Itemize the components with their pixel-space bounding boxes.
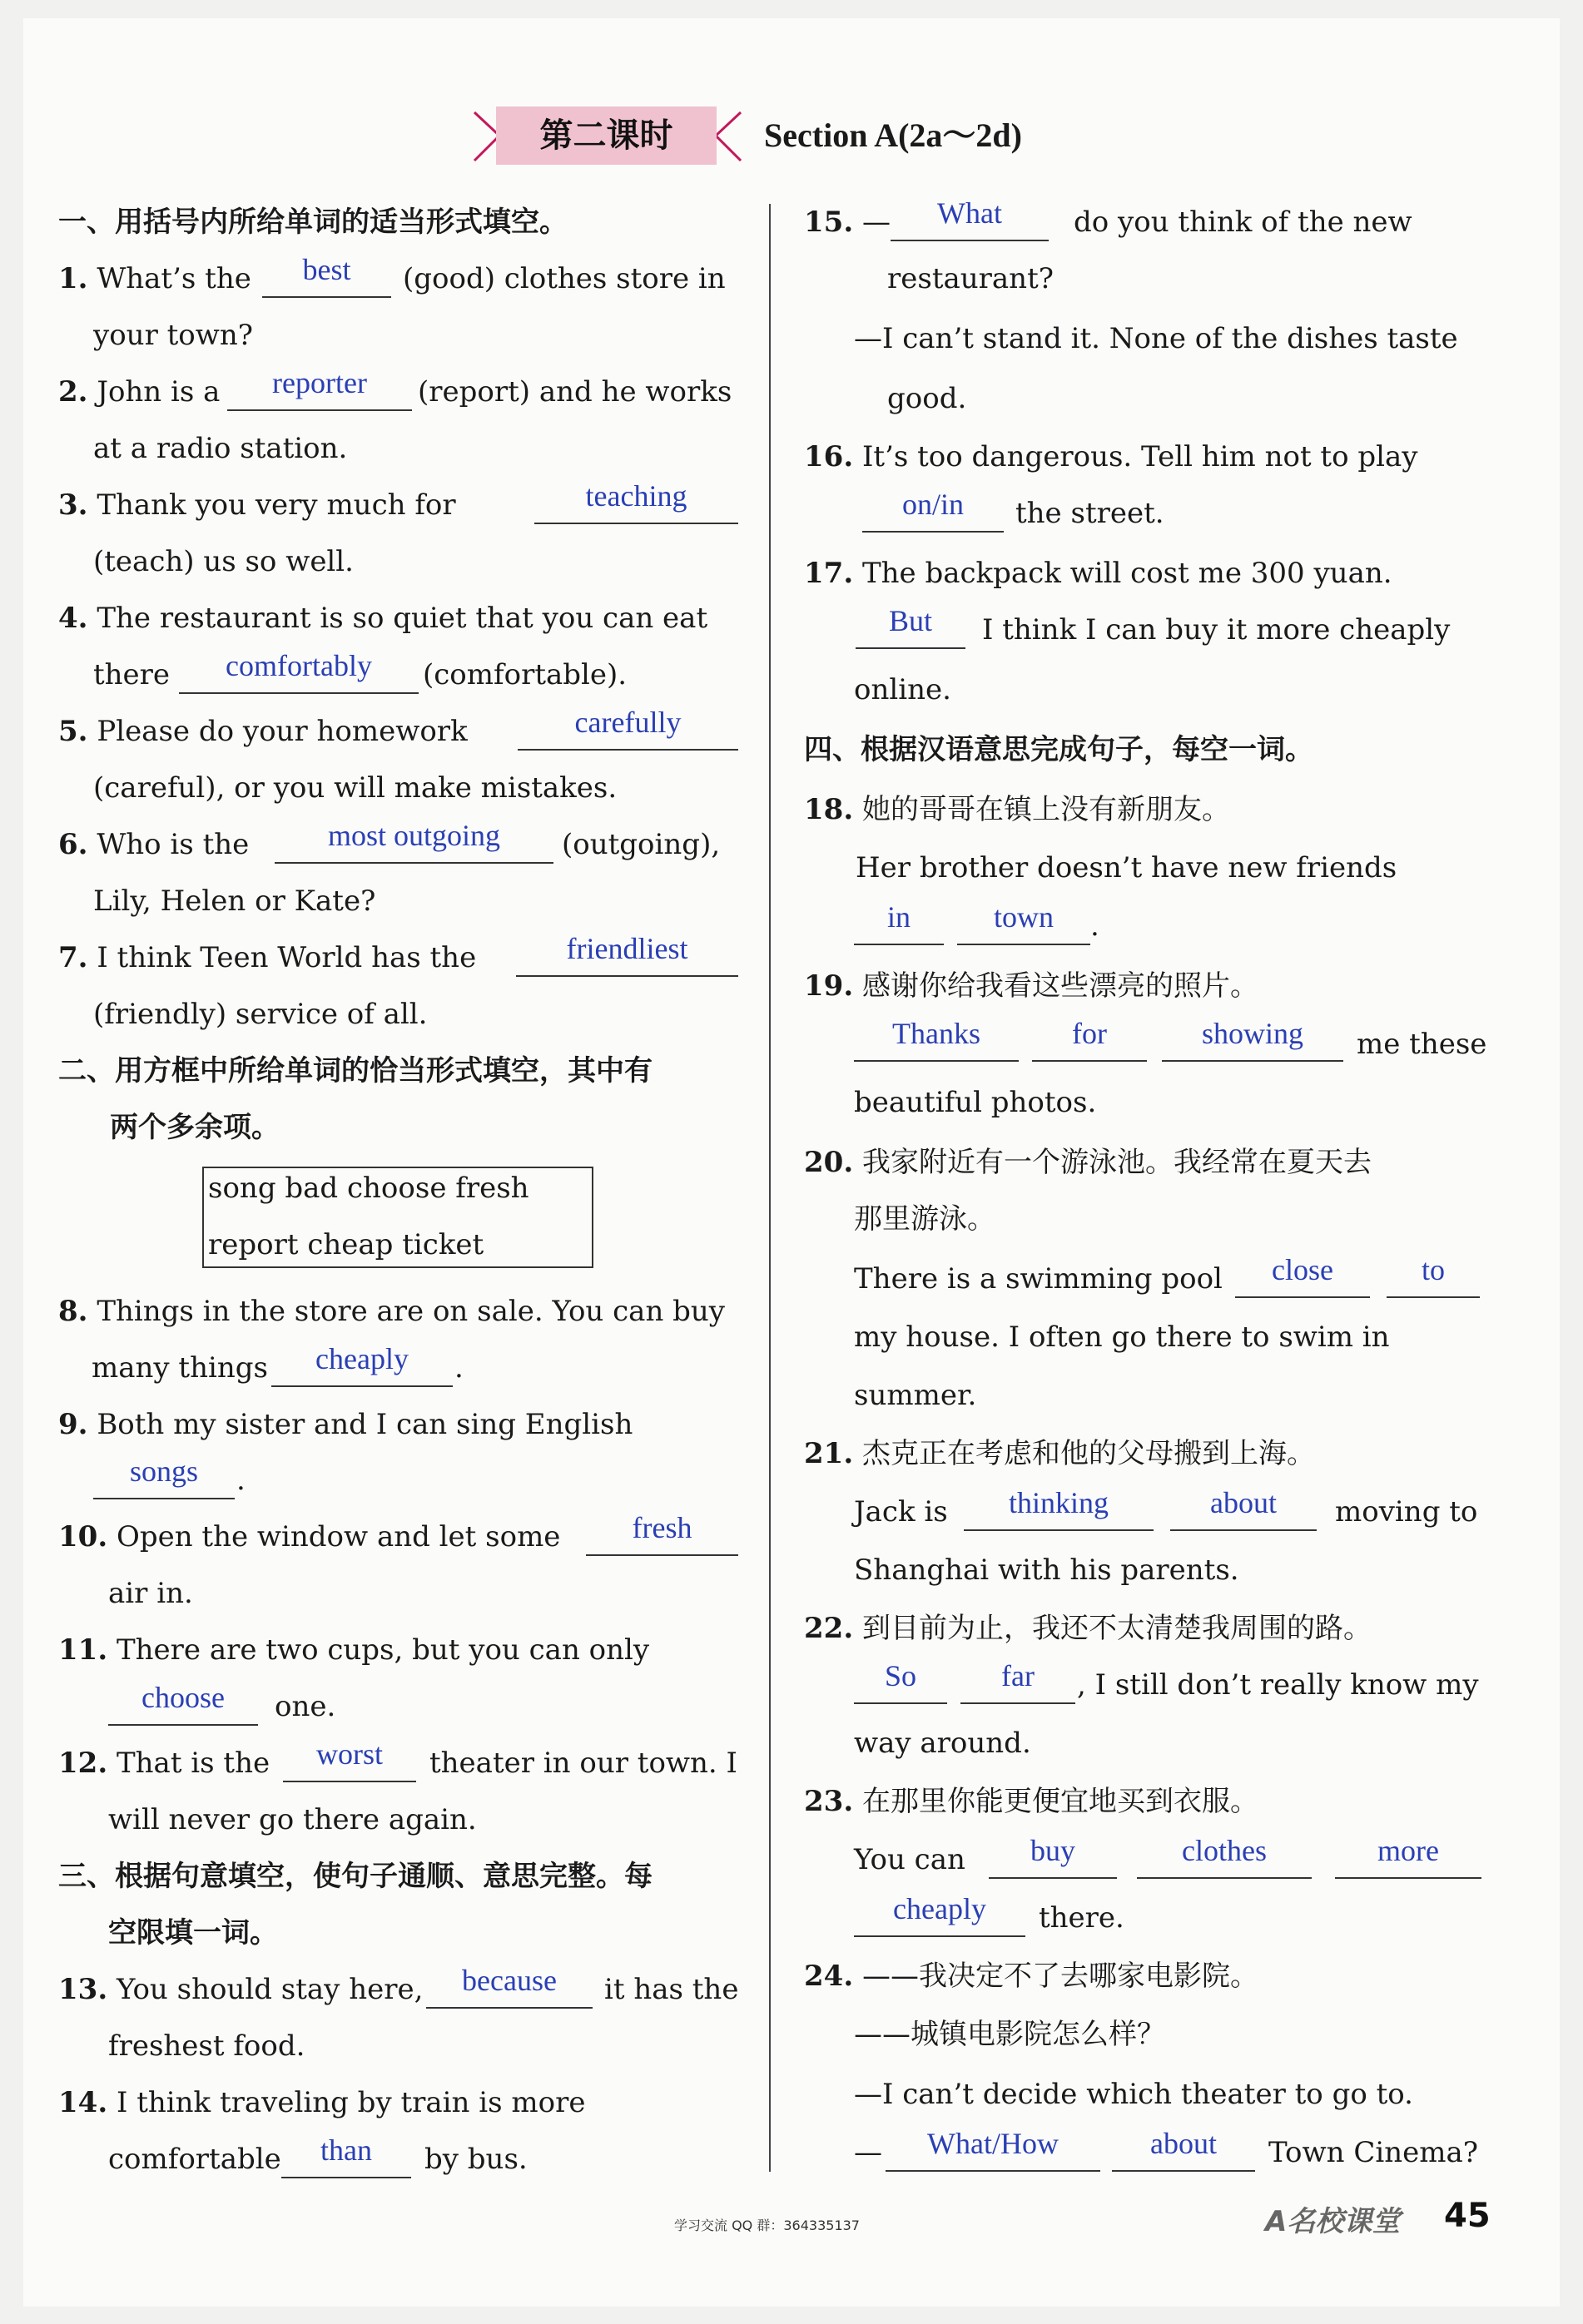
answer-24-2: about	[1150, 2127, 1217, 2160]
blank-23-1	[989, 1877, 1117, 1879]
blank-3	[534, 523, 738, 524]
q15-text: —I can’t stand it. None of the dishes taste	[854, 322, 1458, 355]
blank-15	[891, 240, 1049, 241]
q6-line: 6. Who is the	[58, 828, 250, 861]
q20-text: There is a swimming pool	[854, 1262, 1223, 1296]
q14-text: by bus.	[424, 2143, 528, 2176]
q21-text: moving to	[1335, 1495, 1478, 1529]
part3-heading: 三、根据句意填空，使句子通顺、意思完整。每	[58, 1860, 653, 1893]
page-number: 45	[1444, 2197, 1491, 2235]
q17-text: I think I can buy it more cheaply	[982, 613, 1451, 647]
column-divider	[769, 204, 771, 2172]
q22-text: , I still don’t really know my	[1077, 1668, 1479, 1702]
answer-19-2: for	[1072, 1017, 1107, 1050]
blank-11	[108, 1724, 258, 1726]
answer-19-3: showing	[1201, 1017, 1303, 1050]
word-box-row2: report cheap ticket	[208, 1228, 484, 1261]
answer-16: on/in	[901, 488, 964, 521]
blank-19-3	[1162, 1060, 1343, 1062]
q2-text: (report) and he works	[418, 375, 732, 409]
q2-line: 2. John is a	[58, 375, 221, 409]
answer-1: best	[302, 253, 351, 286]
answer-23-1: buy	[1030, 1834, 1075, 1867]
q11-text: one.	[275, 1690, 336, 1723]
blank-8	[271, 1385, 453, 1387]
q16-line: 16. It’s too dangerous. Tell him not to play	[804, 440, 1418, 473]
part3-heading-cont: 空限填一词。	[108, 1916, 278, 1950]
q1-text: (good) clothes store in	[403, 262, 726, 295]
blank-12	[283, 1781, 416, 1782]
q2-text: at a radio station.	[93, 432, 348, 465]
q23-line: 23. 在那里你能更便宜地买到衣服。	[804, 1785, 1258, 1818]
blank-24-1	[886, 2170, 1100, 2172]
q1-line: 1. What’s the	[58, 262, 251, 295]
q15-text: do you think of the new	[1074, 206, 1412, 239]
q12-text: will never go there again.	[108, 1803, 477, 1836]
blank-14	[281, 2177, 411, 2178]
q4-text: there	[93, 658, 171, 691]
answer-14: than	[320, 2133, 372, 2167]
q9-text: .	[236, 1464, 246, 1497]
q8-line: 8. Things in the store are on sale. You can buy	[58, 1295, 726, 1328]
blank-1	[262, 296, 391, 298]
blank-6	[275, 862, 553, 864]
q20-line: 20. 我家附近有一个游泳池。我经常在夏天去	[804, 1146, 1372, 1179]
answer-10: fresh	[632, 1511, 692, 1544]
answer-4: comfortably	[226, 649, 372, 682]
answer-5: carefully	[574, 706, 682, 739]
blank-5	[518, 749, 738, 751]
q20-text: summer.	[854, 1379, 977, 1412]
answer-7: friendliest	[566, 932, 688, 965]
q14-text: comfortable	[108, 2143, 281, 2176]
answer-19-1: Thanks	[892, 1017, 980, 1050]
q6-text: Lily, Helen or Kate?	[93, 885, 376, 918]
answer-12: worst	[316, 1737, 383, 1771]
q12-line: 12. That is the	[58, 1747, 270, 1780]
q4-text: (comfortable).	[423, 658, 628, 691]
q18-text: .	[1090, 909, 1099, 943]
q19-text: beautiful photos.	[854, 1086, 1097, 1119]
answer-20-2: to	[1421, 1253, 1445, 1286]
q7-line: 7. I think Teen World has the	[58, 941, 477, 974]
q10-text: air in.	[108, 1577, 193, 1610]
part4-heading: 四、根据汉语意思完成句子，每空一词。	[804, 733, 1313, 766]
q14-line: 14. I think traveling by train is more	[58, 2086, 586, 2119]
blank-23-4	[854, 1935, 1025, 1937]
q10-line: 10. Open the window and let some	[58, 1520, 561, 1553]
lesson-banner: 第二课时	[496, 107, 717, 165]
q5-text: (careful), or you will make mistakes.	[93, 771, 618, 805]
blank-24-2	[1112, 2170, 1255, 2172]
q8-text: .	[454, 1351, 464, 1385]
q8-text: many things	[92, 1351, 268, 1385]
answer-13: because	[462, 1964, 557, 1997]
answer-23-3: more	[1377, 1834, 1439, 1867]
q15-text: good.	[887, 382, 967, 415]
blank-18-1	[854, 944, 944, 945]
section-title: Section A(2a～2d)	[764, 116, 1022, 154]
q15-line: 15. —	[804, 206, 891, 239]
blank-22-2	[960, 1702, 1075, 1704]
answer-20-1: close	[1272, 1253, 1333, 1286]
blank-21-2	[1170, 1529, 1317, 1531]
q11-line: 11. There are two cups, but you can only	[58, 1633, 650, 1667]
blank-21-1	[964, 1529, 1154, 1531]
blank-23-3	[1335, 1877, 1481, 1879]
q24-text: —I can’t decide which theater to go to.	[854, 2078, 1413, 2111]
q19-line: 19. 感谢你给我看这些漂亮的照片。	[804, 969, 1258, 1003]
q13-text: it has the	[604, 1973, 739, 2006]
blank-9	[93, 1498, 235, 1499]
q21-text: Shanghai with his parents.	[854, 1553, 1239, 1587]
q18-text: Her brother doesn’t have new friends	[856, 851, 1397, 885]
answer-11: choose	[141, 1681, 225, 1714]
brand-logo: A名校课堂	[1265, 2205, 1401, 2238]
answer-21-2: about	[1210, 1486, 1277, 1519]
q6-text: (outgoing),	[562, 828, 721, 861]
q24-text: ——城镇电影院怎么样？	[854, 2018, 1165, 2051]
blank-23-2	[1137, 1877, 1312, 1879]
blank-18-2	[957, 944, 1090, 945]
blank-22-1	[854, 1702, 947, 1704]
q9-line: 9. Both my sister and I can sing English	[58, 1408, 633, 1441]
q17-text: online.	[854, 673, 951, 706]
q12-text: theater in our town. I	[429, 1747, 737, 1780]
answer-21-1: thinking	[1008, 1486, 1109, 1519]
q5-line: 5. Please do your homework	[58, 715, 468, 748]
q22-line: 22. 到目前为止，我还不太清楚我周围的路。	[804, 1612, 1372, 1645]
q23-text: there.	[1039, 1901, 1124, 1935]
q4-line: 4. The restaurant is so quiet that you can eat	[58, 602, 708, 635]
q1-text: your town?	[93, 319, 253, 352]
answer-18-1: in	[886, 900, 911, 934]
blank-20-1	[1235, 1296, 1370, 1298]
q23-text: You can	[854, 1843, 965, 1876]
blank-20-2	[1387, 1296, 1480, 1298]
part2-heading: 二、用方框中所给单词的恰当形式填空，其中有	[58, 1054, 653, 1088]
answer-9: songs	[129, 1454, 199, 1488]
answer-23-4: cheaply	[893, 1892, 986, 1925]
word-box-row1: song bad choose fresh	[208, 1172, 529, 1205]
part2-heading-cont: 两个多余项。	[110, 1111, 280, 1144]
answer-22-1: So	[884, 1659, 917, 1692]
q7-text: (friendly) service of all.	[93, 998, 428, 1031]
q18-line: 18. 她的哥哥在镇上没有新朋友。	[804, 793, 1230, 826]
q13-text: freshest food.	[108, 2029, 305, 2063]
answer-17: But	[888, 604, 932, 637]
answer-23-2: clothes	[1182, 1834, 1267, 1867]
q24-text: —	[854, 2136, 882, 2169]
q17-line: 17. The backpack will cost me 300 yuan.	[804, 557, 1392, 590]
footer-qq-group: 学习交流 QQ 群：364335137	[674, 2217, 860, 2233]
blank-17	[856, 647, 965, 649]
answer-24-1: What/How	[927, 2127, 1059, 2160]
blank-2	[227, 409, 412, 411]
q16-text: the street.	[1015, 497, 1164, 530]
answer-22-2: far	[1001, 1659, 1035, 1692]
blank-10	[586, 1554, 738, 1556]
blank-7	[516, 975, 738, 977]
q13-line: 13. You should stay here,	[58, 1973, 424, 2006]
answer-18-2: town	[994, 900, 1054, 934]
blank-13	[426, 2007, 593, 2009]
q21-text: Jack is	[854, 1495, 948, 1529]
q20-text: my house. I often go there to swim in	[854, 1321, 1390, 1354]
q3-line: 3. Thank you very much for	[58, 488, 456, 522]
blank-19-1	[854, 1060, 1019, 1062]
q15-text: restaurant?	[887, 262, 1054, 295]
q19-text: me these	[1357, 1028, 1487, 1061]
q24-text: Town Cinema?	[1268, 2136, 1478, 2169]
answer-15: What	[937, 196, 1002, 230]
blank-16	[862, 531, 1004, 533]
q24-line: 24. ——我决定不了去哪家电影院。	[804, 1960, 1258, 1993]
answer-3: teaching	[585, 479, 687, 513]
blank-4	[179, 692, 419, 694]
answer-2: reporter	[272, 366, 367, 399]
blank-19-2	[1032, 1060, 1147, 1062]
q22-text: way around.	[854, 1727, 1031, 1760]
part1-heading: 一、用括号内所给单词的适当形式填空。	[58, 206, 568, 239]
q20-text: 那里游泳。	[854, 1202, 995, 1236]
q3-text: (teach) us so well.	[93, 545, 354, 578]
answer-8: cheaply	[315, 1342, 409, 1375]
q21-line: 21. 杰克正在考虑和他的父母搬到上海。	[804, 1437, 1315, 1470]
answer-6: most outgoing	[327, 819, 501, 852]
